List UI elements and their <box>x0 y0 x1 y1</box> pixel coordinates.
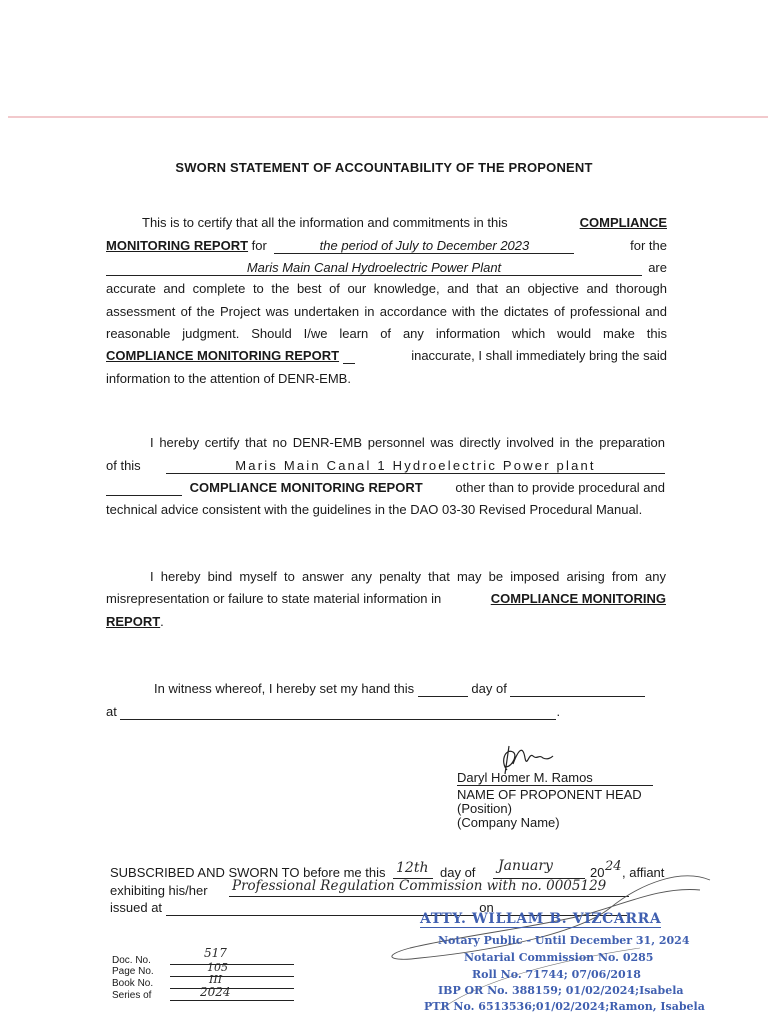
jurat-day-of: day of <box>440 865 476 880</box>
series-line <box>170 1000 294 1001</box>
blank-line <box>106 481 182 496</box>
jurat-month-hand: January <box>498 858 553 874</box>
jurat-year-prefix: 20 <box>590 865 605 880</box>
jurat-affiant: , affiant <box>622 865 665 880</box>
para1-line4: accurate and complete to the best of our knowledge, and that an objective and thorough <box>106 281 667 296</box>
top-rule <box>8 116 768 118</box>
jurat-year-hand: 24 <box>605 859 622 874</box>
place-blank <box>120 705 556 720</box>
para1-text: are <box>648 260 667 275</box>
para1-line3 <box>106 260 667 276</box>
signatory-name <box>457 770 653 786</box>
page-no-label: Page No. <box>112 966 154 977</box>
witness-line1 <box>154 681 645 697</box>
blank-line <box>343 349 355 364</box>
jurat-line2: exhibiting his/her <box>110 883 208 898</box>
report-name-emphasis: MONITORING REPORT <box>106 238 249 253</box>
notary-name: ATTY. WILLAM B. VIZCARRA <box>420 911 662 927</box>
para2-line2 <box>106 458 665 474</box>
report-name-emphasis: COMPLIANCE MONITORING REPORT <box>106 348 340 363</box>
notary-roll-no: Roll No. 71744; 07/06/2018 <box>472 968 641 981</box>
signatory-position: (Position) <box>457 801 512 816</box>
para1-text: inaccurate, I shall immediately bring the said <box>411 348 667 363</box>
notary-commission-expiry: Notary Public - Until December 31, 2024 <box>438 934 690 947</box>
series-label: Series of <box>112 990 152 1001</box>
notary-ptr-no: PTR No. 6513536;01/02/2024;Ramon, Isabela <box>424 1000 705 1013</box>
para3-text: misrepresentation or failure to state material information in <box>106 591 442 606</box>
page-no-value: 105 <box>207 961 228 974</box>
series-value: 2024 <box>200 985 231 999</box>
para1-line1 <box>142 215 667 231</box>
doc-no-value: 517 <box>204 946 227 960</box>
notary-ibp-or: IBP OR No. 388159; 01/02/2024;Isabela <box>438 984 684 997</box>
witness-text: . <box>556 704 561 719</box>
para2-line4: technical advice consistent with the guidelines in the DAO 03-30 Revised Procedural Manual. <box>106 502 643 517</box>
para2-line1: I hereby certify that no DENR-EMB personnel was directly involved in the preparation <box>150 435 665 450</box>
report-name-emphasis: COMPLIANCE MONITORING REPORT <box>189 480 423 495</box>
para3-line1: I hereby bind myself to answer any penalty that may be imposed arising from any <box>150 569 666 584</box>
day-blank <box>418 682 468 697</box>
jurat-id-hand: Professional Regulation Commission with no. 0005129 <box>232 878 607 894</box>
report-name-emphasis: COMPLIANCE MONITORING <box>490 591 666 606</box>
signatory-name-text: Daryl Homer M. Ramos <box>457 770 653 786</box>
jurat-text: issued at <box>110 900 163 915</box>
para1-line8: information to the attention of DENR-EMB. <box>106 371 351 386</box>
para3-line3 <box>106 614 164 630</box>
para3-text: . <box>160 614 164 629</box>
para1-line7 <box>106 348 667 364</box>
para2-line3 <box>106 480 665 496</box>
doc-no-label: Doc. No. <box>112 955 151 966</box>
para1-line2 <box>106 238 667 254</box>
witness-text: at <box>106 704 117 719</box>
report-name-emphasis: REPORT <box>106 614 161 629</box>
jurat-day-hand: 12th <box>396 860 429 876</box>
witness-line2 <box>106 704 560 720</box>
para2-text: of this <box>106 458 141 473</box>
para2-text: other than to provide procedural and <box>455 480 665 495</box>
jurat-text: on <box>479 900 494 915</box>
para1-line6: reasonable judgment. Should I/we learn of any information which would make this <box>106 326 667 341</box>
para1-line5: assessment of the Project was undertaken in accordance with the dictates of professional and <box>106 304 667 319</box>
document-title: SWORN STATEMENT OF ACCOUNTABILITY OF THE PROPONENT <box>175 160 593 175</box>
book-no-label: Book No. <box>112 978 154 989</box>
witness-text: day of <box>471 681 507 696</box>
para1-text: for <box>251 238 267 253</box>
book-no-value: III <box>209 973 223 986</box>
signatory-role: NAME OF PROPONENT HEAD <box>457 787 642 802</box>
book-no-line <box>170 988 294 989</box>
project-name: Maris Main Canal 1 Hydroelectric Power plant <box>166 458 665 474</box>
para1-text: for the <box>630 238 667 253</box>
para1-text: This is to certify that all the information and commitments in this <box>142 215 508 230</box>
doc-no-line <box>170 964 294 965</box>
page-no-line <box>170 976 294 977</box>
signatory-company: (Company Name) <box>457 815 560 830</box>
report-name-emphasis: COMPLIANCE <box>579 215 667 230</box>
jurat-text: SUBSCRIBED AND SWORN TO before me this <box>110 865 386 880</box>
month-blank <box>510 682 645 697</box>
witness-text: In witness whereof, I hereby set my hand this <box>154 681 415 696</box>
project-name: Maris Main Canal Hydroelectric Power Plant <box>106 260 642 276</box>
reporting-period: the period of July to December 2023 <box>274 238 574 254</box>
notary-commission-no: Notarial Commission No. 0285 <box>464 951 654 964</box>
para3-line2 <box>106 591 666 607</box>
